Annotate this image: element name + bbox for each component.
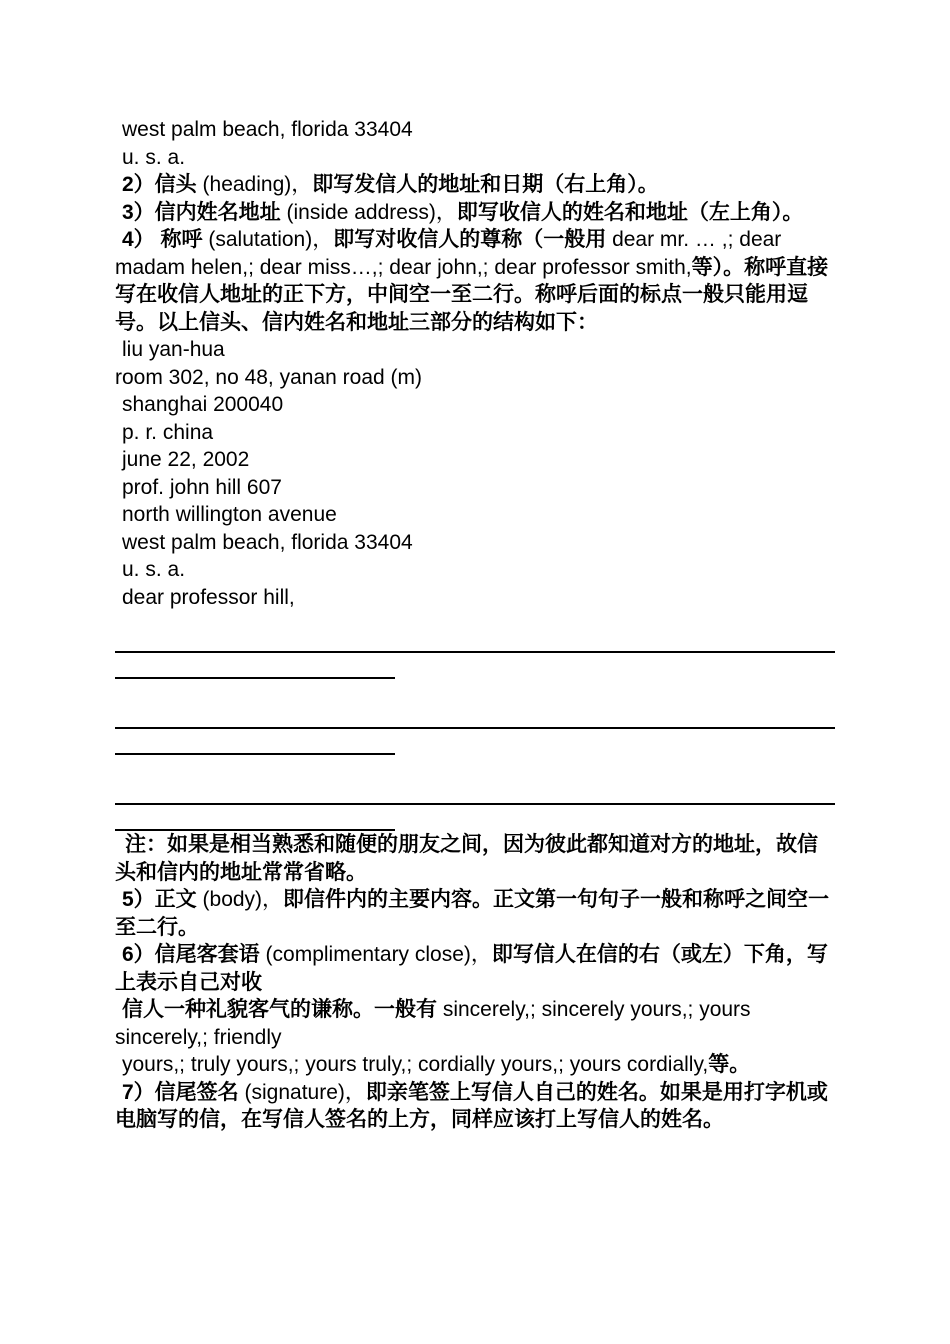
item-salutation-rule: 等）。称呼直接写在收信人地址的正下方，中间空一至二行。称呼后面的标点一般只能用逗号。以上信头、信内姓名和地址三部分的结构如下： <box>115 255 829 334</box>
sample-city: shanghai 200040 <box>122 393 284 416</box>
blank-line-short <box>115 677 395 679</box>
item-signature-title: 7）信尾签名 <box>122 1080 239 1104</box>
sample-recipient: prof. john hill 607 <box>122 475 282 499</box>
item-complimentary-close-cont-2 <box>115 1051 835 1079</box>
item-body-desc: 即信件内的主要内容。正文第一句句子一般和称呼之间空一至二行。 <box>115 888 830 939</box>
item-heading-term: (heading)， <box>196 173 313 196</box>
item-body-term: (body)， <box>196 888 284 911</box>
sample-country: p. r. china <box>122 420 214 444</box>
item-heading-desc: 即写发信人的地址和日期（右上角）。 <box>312 173 659 196</box>
item-body <box>115 886 835 941</box>
sample-recipient-street: north willington avenue <box>122 503 337 526</box>
top-address-line-2: u. s. a. <box>122 145 186 169</box>
sample-salutation: dear professor hill, <box>122 585 295 609</box>
document-page <box>115 116 835 1134</box>
item-signature <box>115 1079 835 1134</box>
item-close-examples: sincerely,; sincerely yours,; yours sincerely,; friendly <box>115 998 751 1049</box>
item-close-examples-2: yours,; truly yours,; yours truly,; cordially yours,; yours cordially, <box>122 1053 709 1076</box>
sample-recipient-city: west palm beach, florida 33404 <box>122 530 413 554</box>
blank-line-full <box>115 651 835 653</box>
item-inside-address <box>115 199 835 227</box>
item-salutation-desc: 即写对收信人的尊称（一般用 <box>333 228 607 251</box>
item-close-etc: 等。 <box>708 1053 751 1076</box>
item-heading <box>115 171 835 199</box>
sample-street: room 302, no 48, yanan road (m) <box>115 365 423 389</box>
top-address-line-1: west palm beach, florida 33404 <box>122 118 413 141</box>
blank-line-full <box>115 727 835 729</box>
item-body-title: 5）正文 <box>122 888 197 911</box>
blank-line-block-3 <box>115 791 835 843</box>
item-close-desc: 即写信人在信的右（或左）下角，写上表示自己对收 <box>115 943 828 994</box>
item-inside-address-title: 3）信内姓名地址 <box>122 200 281 224</box>
sample-recipient-country: u. s. a. <box>122 558 186 581</box>
blank-line-full <box>115 803 835 805</box>
sample-name: liu yan-hua <box>122 338 225 361</box>
blank-line-block-2 <box>115 715 835 767</box>
item-signature-desc: 即亲笔签上写信人自己的姓名。如果是用打字机或电脑写的信，在写信人签名的上方，同样应该打上写信人的姓名。 <box>115 1080 828 1131</box>
sample-date: june 22, 2002 <box>122 448 250 471</box>
item-salutation <box>115 226 835 336</box>
item-salutation-term: (salutation)， <box>202 228 334 251</box>
item-inside-address-desc: 即写收信人的姓名和地址（左上角）。 <box>456 200 804 224</box>
item-close-term: (complimentary close)， <box>259 943 492 966</box>
item-complimentary-close-cont <box>115 996 835 1051</box>
item-inside-address-term: (inside address)， <box>280 200 457 224</box>
blank-line-short <box>115 829 395 831</box>
note-text: 注：如果是相当熟悉和随便的朋友之间，因为彼此都知道对方的地址，故信头和信内的地址常常省略。 <box>115 833 818 884</box>
item-salutation-title: 4） 称呼 <box>122 228 203 251</box>
item-complimentary-close <box>115 941 835 996</box>
item-close-title: 6）信尾客套语 <box>122 943 260 966</box>
item-close-desc-2: 信人一种礼貌客气的谦称。一般有 <box>122 998 437 1021</box>
item-salutation-examples: dear mr. … ,; dear madam helen,; dear miss…,; dear john,; dear professor smith, <box>115 228 782 279</box>
item-signature-term: (signature)， <box>238 1080 366 1104</box>
blank-line-short <box>115 753 395 755</box>
item-heading-title: 2）信头 <box>122 173 197 196</box>
blank-line-block-1 <box>115 639 835 691</box>
